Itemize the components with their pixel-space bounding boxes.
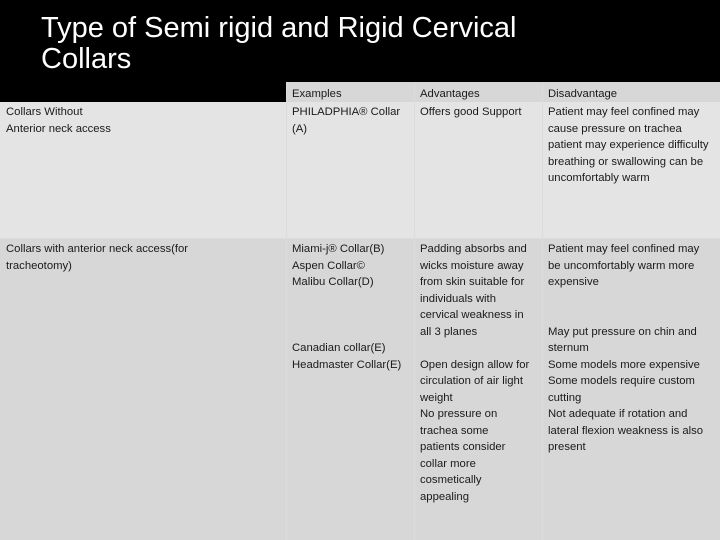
row-2-disadvantage-line-9: Not adequate if rotation and [548,408,688,420]
collar-comparison-table [0,82,720,540]
row-2-advantage-line-6: all 3 planes [420,325,478,338]
header-examples: Examples [292,88,342,100]
row-2-disadvantage-line-11: present [548,441,586,453]
row-1-advantage-line-1: Offers good Support [420,106,522,118]
row-1-type-cell [0,102,286,238]
row-2-advantage-line-1: Padding absorbs and [420,243,527,255]
row-2-advantage-line-10: No pressure on [420,408,498,420]
row-2-type-line-2: tracheotomy) [6,259,72,272]
row-2-advantage-line-13: collar more [420,457,476,470]
row-2-advantage-line-4: individuals with [420,292,496,305]
row-2-advantage-line-2: wicks moisture away [420,259,524,272]
row-2-advantage-line-14: cosmetically [420,474,482,486]
header-advantages: Advantages [420,88,480,100]
header-disadvantage: Disadvantage [548,88,618,100]
row-2-advantage-line-8: circulation of air light [420,375,523,387]
row-2-advantage-line-11: trachea some [420,424,489,437]
row-1-disadvantage-cell [543,102,720,238]
slide-title-line-2: Collars [41,43,132,75]
row-1-disadvantage-line-1: Patient may feel confined may [548,106,700,118]
row-1-disadvantage-line-5: uncomfortably warm [548,172,650,184]
row-2-advantage-line-9: weight [420,391,453,404]
slide-title-line-1: Type of Semi rigid and Rigid Cervical [41,12,517,44]
row-2-example-line-1: Miami-j® Collar(B) [292,243,385,255]
row-2-disadvantage-line-8: cutting [548,391,582,404]
row-2-type-line-1: Collars with anterior neck access(for [6,243,189,255]
header-spacer [0,82,286,102]
row-2-example-line-2: Aspen Collar© [292,259,365,272]
row-2-examples-cell [287,239,414,540]
row-2-example-line-3: Malibu Collar(D) [292,276,374,288]
row-2-advantage-line-12: patients consider [420,441,506,453]
row-1-type-line-1: Collars Without [6,106,83,118]
header-cell-examples [287,82,414,102]
row-1-disadvantage-line-4: breathing or swallowing can be [548,155,704,168]
row-1-type-line-2: Anterior neck access [6,122,111,135]
row-2-advantages-cell [415,239,542,540]
row-1-disadvantage-line-3: patient may experience difficulty [548,139,709,151]
row-1-example-line-2: (A) [292,122,308,135]
row-1-examples-cell [287,102,414,238]
row-1-advantages-cell [415,102,542,238]
row-2-disadvantage-line-10: lateral flexion weakness is also [548,424,704,437]
row-2-disadvantage-line-7: Some models require custom [548,375,695,387]
header-cell-disadvantage [543,82,720,102]
row-2-type-cell [0,239,286,540]
row-2-disadvantage-cell [543,239,720,540]
row-2-disadvantage-line-3: expensive [548,276,599,288]
row-1-disadvantage-line-2: cause pressure on trachea [548,122,682,135]
row-2-disadvantage-line-4: May put pressure on chin and [548,325,697,338]
row-2-disadvantage-line-5: sternum [548,342,589,354]
row-2-disadvantage-line-6: Some models more expensive [548,358,700,371]
row-2-advantage-line-5: cervical weakness in [420,309,524,321]
header-cell-advantages [415,82,542,102]
row-2-advantage-line-7: Open design allow for [420,358,530,371]
row-1-example-line-1: PHILADPHIA® Collar [292,106,401,118]
slide-title [41,13,641,75]
row-2-disadvantage-line-2: be uncomfortably warm more [548,259,695,272]
row-2-advantage-line-3: from skin suitable for [420,276,525,288]
row-2-advantage-line-15: appealing [420,490,469,503]
row-2-example-line-4: Canadian collar(E) [292,342,386,354]
row-2-example-line-5: Headmaster Collar(E) [292,358,402,371]
row-2-disadvantage-line-1: Patient may feel confined may [548,243,700,255]
